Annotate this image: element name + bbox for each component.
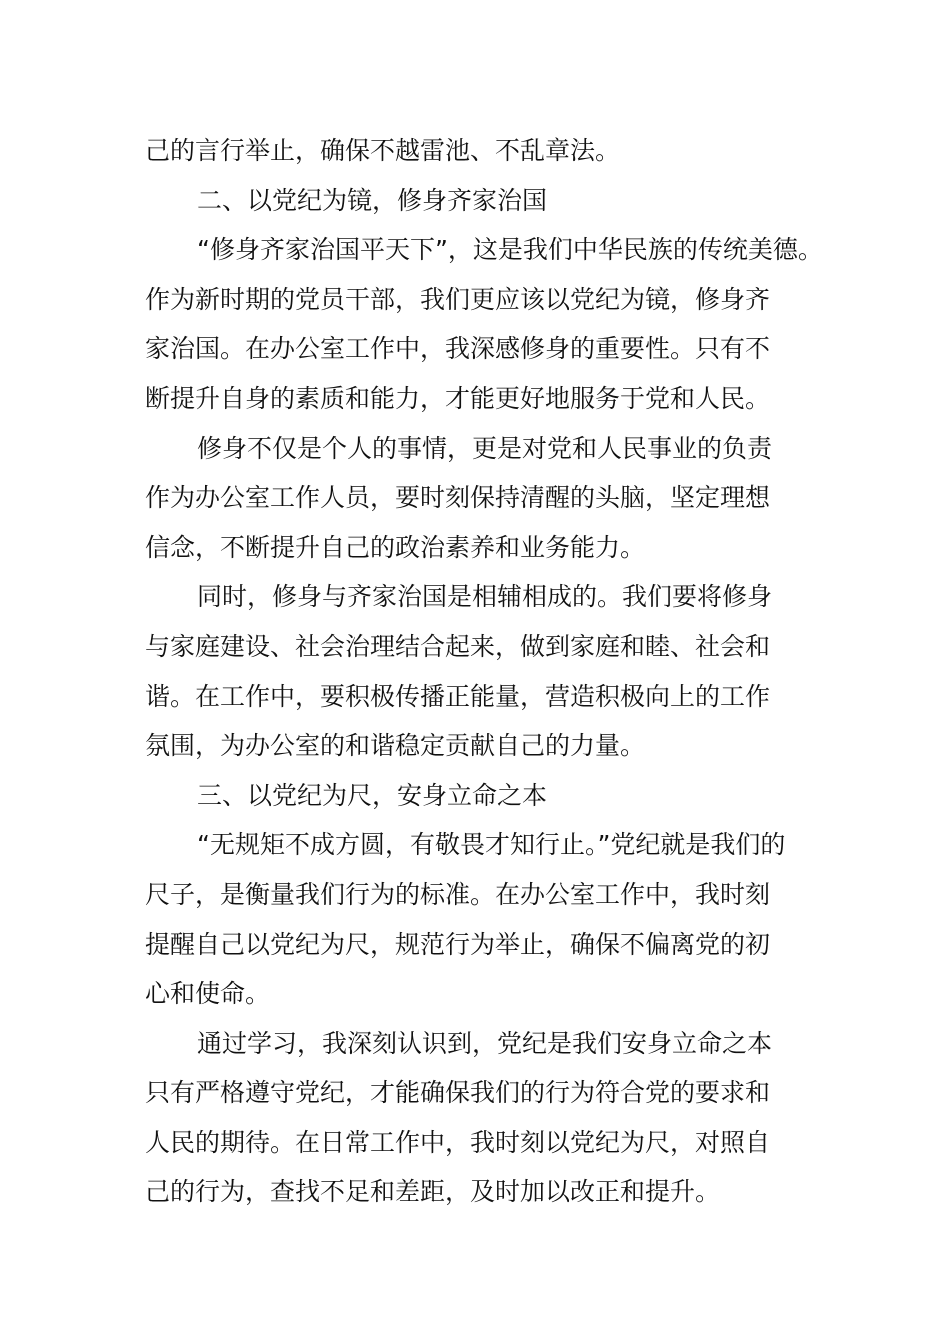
text-line: 同时，修身与齐家治国是相辅相成的。我们要将修身	[197, 582, 773, 612]
text-line: “无规矩不成方圆，有敬畏才知行止。”党纪就是我们的	[197, 830, 786, 860]
text-line: 断提升自身的素质和能力，才能更好地服务于党和人民。	[145, 383, 771, 413]
section-heading: 二、以党纪为镜，修身齐家治国	[197, 185, 548, 215]
text-line: 提醒自己以党纪为尺，规范行为举止，确保不偏离党的初	[145, 929, 771, 959]
text-line: 己的言行举止，确保不越雷池、不乱章法。	[145, 136, 621, 165]
text-line: 家治国。在办公室工作中，我深感修身的重要性。只有不	[145, 334, 771, 364]
text-line: 人民的期待。在日常工作中，我时刻以党纪为尺，对照自	[145, 1127, 771, 1157]
text-line: 作为办公室工作人员，要时刻保持清醒的头脑，坚定理想	[145, 483, 771, 513]
section-heading: 三、以党纪为尺，安身立命之本	[197, 780, 548, 810]
text-line: 氛围，为办公室的和谐稳定贡献自己的力量。	[145, 731, 646, 761]
text-line: 尺子，是衡量我们行为的标准。在办公室工作中，我时刻	[145, 879, 771, 909]
text-line: 通过学习，我深刻认识到，党纪是我们安身立命之本	[197, 1028, 773, 1058]
text-line: 谐。在工作中，要积极传播正能量，营造积极向上的工作	[145, 681, 771, 711]
text-line: 与家庭建设、社会治理结合起来，做到家庭和睦、社会和	[145, 631, 771, 661]
text-line: 只有严格遵守党纪，才能确保我们的行为符合党的要求和	[145, 1078, 771, 1108]
text-line: 心和使命。	[145, 979, 271, 1009]
text-line: 修身不仅是个人的事情，更是对党和人民事业的负责	[197, 433, 773, 463]
text-line: 作为新时期的党员干部，我们更应该以党纪为镜，修身齐	[145, 284, 771, 314]
text-line: 己的行为，查找不足和差距，及时加以改正和提升。	[145, 1177, 721, 1207]
document-body	[145, 126, 823, 1217]
text-line: “修身齐家治国平天下”，这是我们中华民族的传统美德。	[197, 235, 823, 265]
text-line: 信念，不断提升自己的政治素养和业务能力。	[145, 532, 646, 562]
